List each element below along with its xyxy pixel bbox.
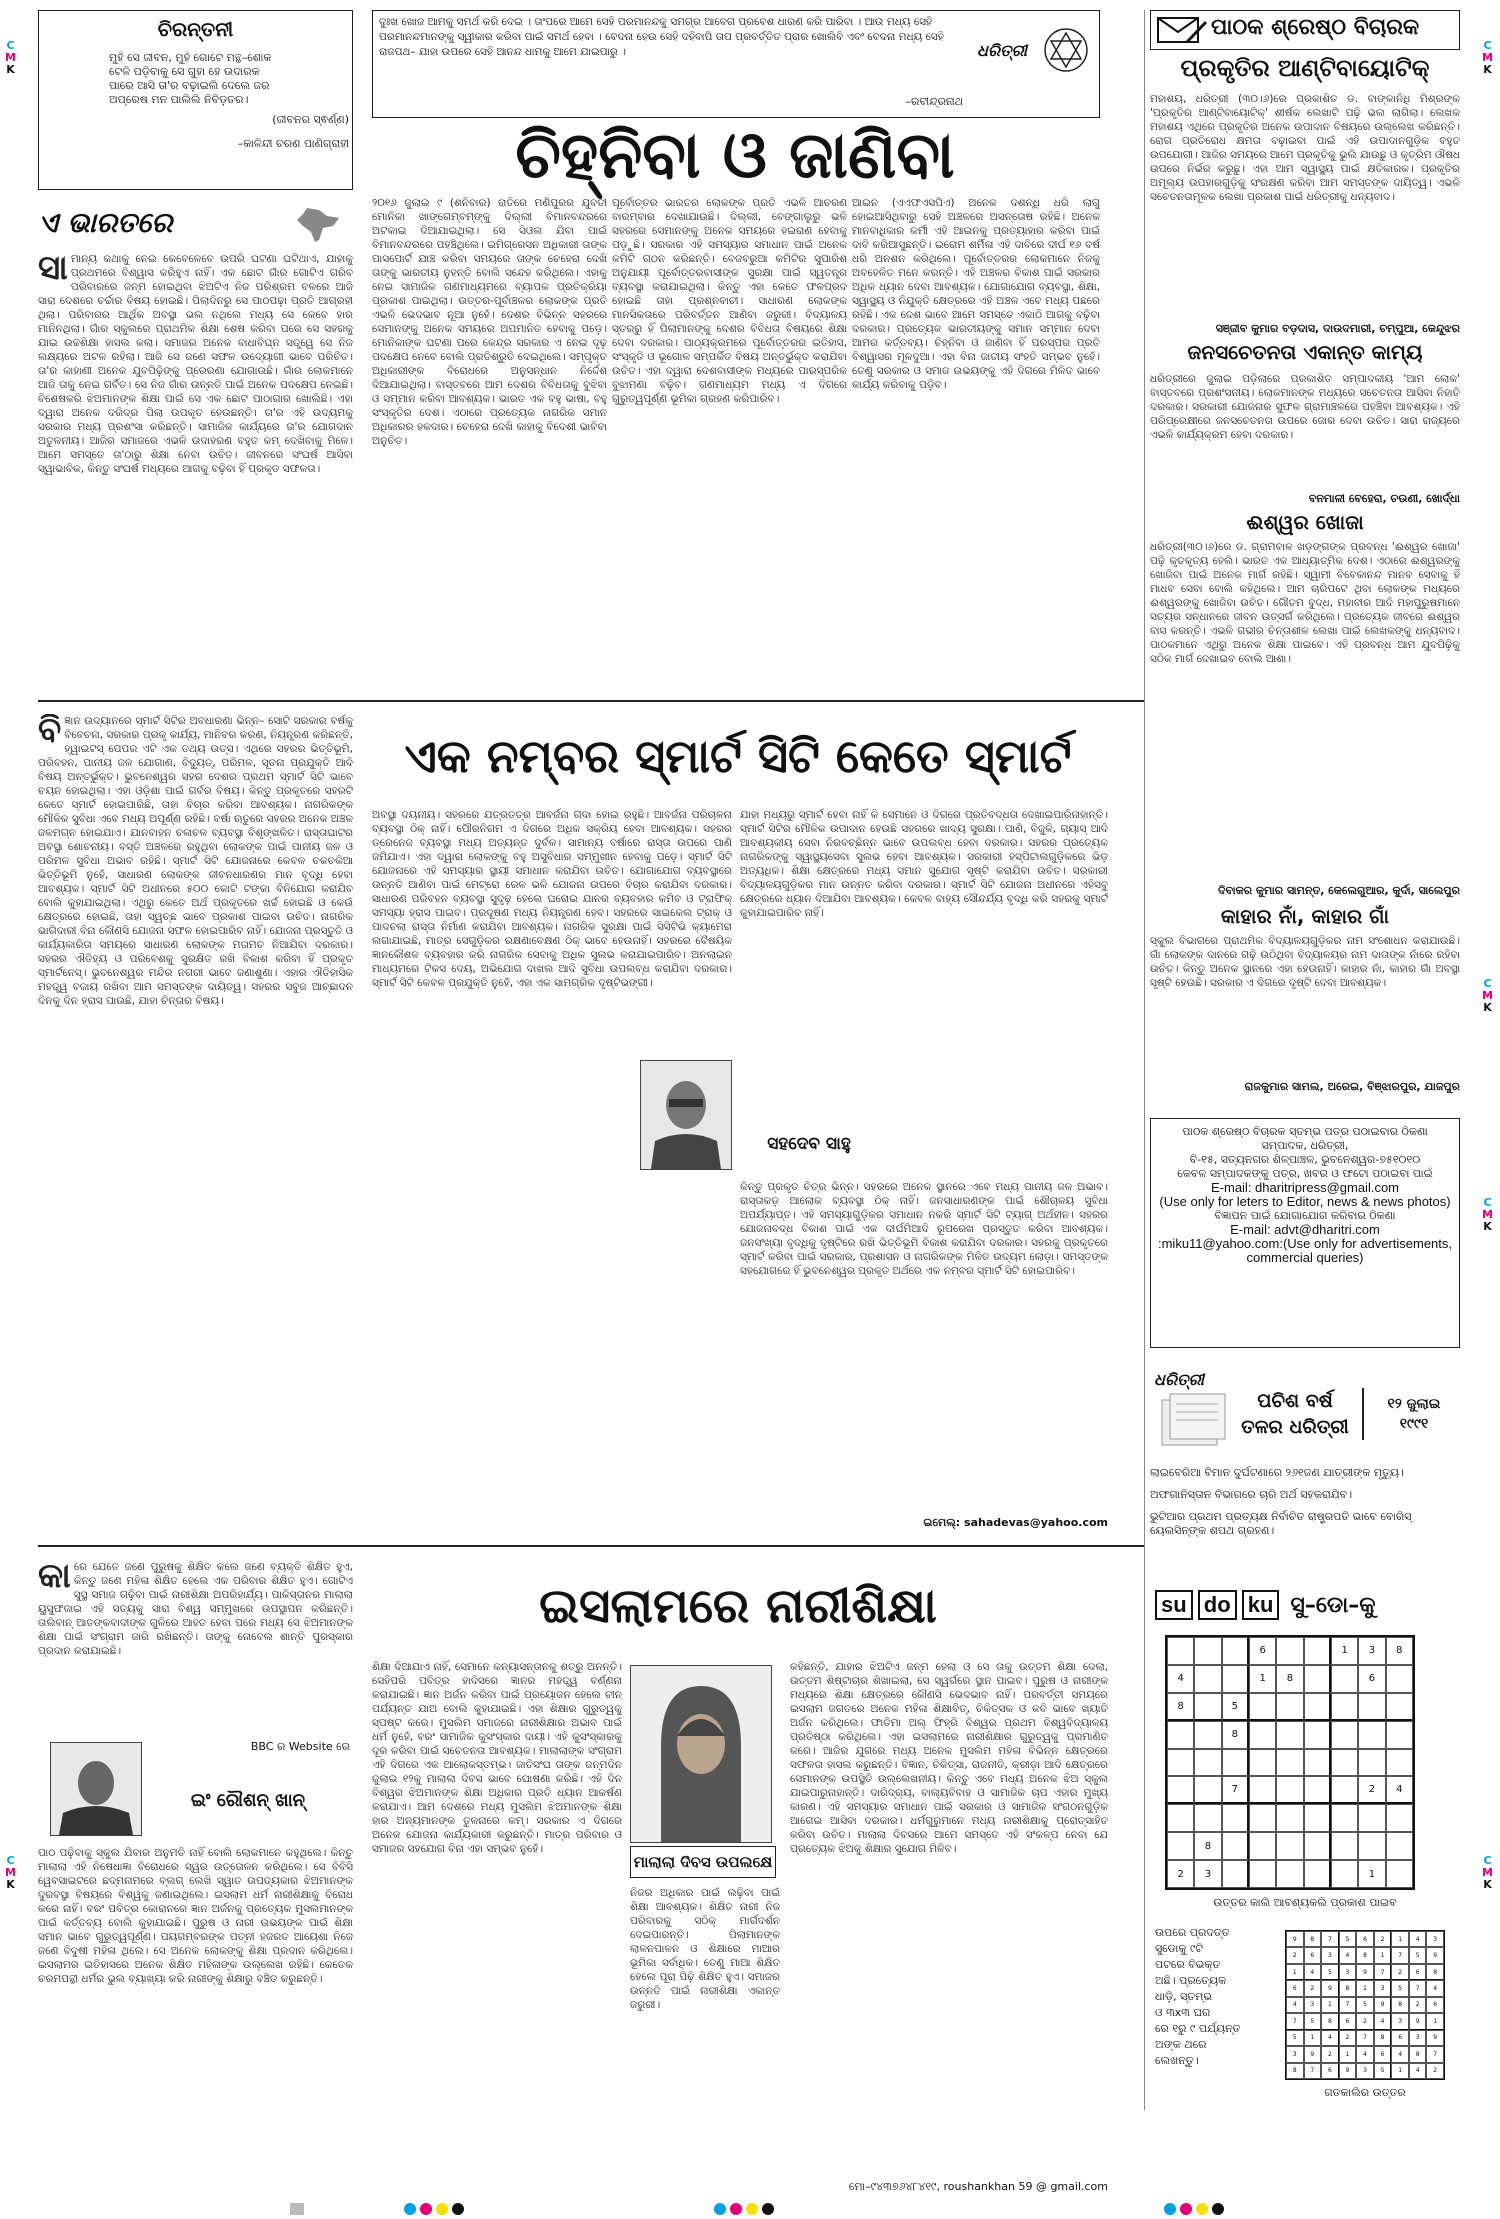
sudoku-cell[interactable] (1386, 1693, 1413, 1721)
solution-cell: 5 (1339, 1931, 1357, 1947)
solution-cell: 2 (1339, 2030, 1357, 2046)
solution-cell: 6 (1409, 1964, 1427, 1980)
solution-cell: 7 (1304, 2063, 1322, 2079)
registration-marker: C M K (1482, 39, 1493, 76)
solution-cell: 8 (1286, 2063, 1304, 2079)
solution-cell: 1 (1286, 1964, 1304, 1980)
article-body: କାରେ ଯେତେ ଜଣେ ପୁରୁଷକୁ ଶିକ୍ଷିତ କଲେ ଜଣେ ବ୍ୟକ୍ତି ଶିକ୍ଷିତ ହୁଏ, କିନ୍ତୁ ଜଣେ ମହିଳା ଶିକ୍ଷିତ ହେଲେ ଏକ ପରିବାର ଶିକ୍ଷିତ ହୁଏ। ଗୋଟିଏ ସୁସ୍ଥ ସମାଜ ଗଢ଼ିବା ପାଇଁ ନାରୀଶିକ୍ଷା ଅପରିହାର୍ଯ୍ୟ। ପାକିସ୍ତାନର ମାଲାଲା ୟୁସୁଫଜାଇ ଏହି ସତ୍ୟକୁ ସାରା ବିଶ୍ୱ ସମ୍ମୁଖରେ ଉପସ୍ଥାପନ କରିଛନ୍ତି। ତାଲିବାନ୍ ଆତଙ୍କବାଦୀଙ୍କ ଗୁଳିରେ ଆହତ ହେବା ପରେ ମଧ୍ୟ ସେ ଝିଅମାନଙ୍କ ଶିକ୍ଷା ପାଇଁ ସଂଗ୍ରାମ ଜାରି ରଖିଛନ୍ତି। ତାଙ୍କୁ ନୋବେଲ ଶାନ୍ତି ପୁରସ୍କାର ପ୍ରଦାନ କରାଯାଇଛି। (38, 1560, 353, 1657)
solution-cell: 8 (1304, 1931, 1322, 1947)
press-email[interactable]: E-mail: dharitripress@gmail.com (1210, 1180, 1400, 1195)
solution-cell: 7 (1339, 1997, 1357, 2013)
solution-cell: 6 (1356, 1931, 1374, 1947)
sudoku-cell[interactable] (1249, 1693, 1276, 1721)
solution-cell: 3 (1426, 1931, 1444, 1947)
sudoku-cell[interactable]: 6 (1358, 1665, 1385, 1693)
sudoku-cell[interactable] (1331, 1860, 1358, 1888)
dharitri-logo: ଧରିତ୍ରୀ (977, 41, 1027, 60)
sudoku-cell[interactable] (1276, 1637, 1303, 1665)
sudoku-grid[interactable] (1165, 1635, 1415, 1890)
sudoku-header: su do ku ସୁ–ଡୋ–କୁ (1155, 1590, 1460, 1626)
solution-cell: 8 (1409, 2046, 1427, 2062)
registration-marker: C M K (1482, 977, 1493, 1014)
solution-cell: 5 (1356, 1997, 1374, 2013)
solution-cell: 6 (1391, 2030, 1409, 2046)
sudoku-cell[interactable]: 1 (1249, 1665, 1276, 1693)
solution-cell: 1 (1356, 1980, 1374, 1996)
solution-cell: 5 (1321, 1964, 1339, 1980)
solution-cell: 4 (1286, 1997, 1304, 2013)
anniversary-logo: ଧରିତ୍ରୀ (1154, 1370, 1204, 1389)
solution-cell: 4 (1321, 2030, 1339, 2046)
sudoku-cell[interactable] (1222, 1860, 1249, 1888)
sudoku-cell[interactable] (1222, 1804, 1249, 1832)
sudoku-cell[interactable] (1358, 1721, 1385, 1749)
sudoku-solution-grid (1285, 1930, 1445, 2080)
list-item: ଲାଇବେରିଆ ବିମାନ ଦୁର୍ଘଟଣାରେ ୨୬୧ଜଣ ଯାତ୍ରୀଙ୍କ ମୃତ୍ୟୁ। (1150, 1466, 1404, 1479)
solution-cell: 2 (1356, 2013, 1374, 2029)
star-of-david-icon (1043, 27, 1089, 73)
solution-cell: 4 (1409, 2063, 1427, 2079)
sudoku-solution-label: ଗତକାଲିର ଉତ୍ତର (1324, 2086, 1406, 2099)
sudoku-cell[interactable] (1331, 1776, 1358, 1804)
letter-body: ସ୍କୁଲ ବିଭାଗରେ ପ୍ରାଥମିକ ବିଦ୍ୟାଳୟଗୁଡ଼ିକର ନାମ ସଂଶୋଧନ କରାଯାଉଛି। ଗାଁ ଲୋକଙ୍କ ଦାନରେ ଗଢ଼ି ଉଠିଥିବା ବିଦ୍ୟାଳୟର ନାମ ଦାତାଙ୍କ ନାଁରେ ରହିବା ଉଚିତ। କିନ୍ତୁ ଅନେକ ସ୍ଥାନରେ ଏହା ହେଉନାହିଁ। କାହାର ନାଁ, କାହାର ଗାଁ ଅବସ୍ଥା ସୃଷ୍ଟି ହେଉଛି। ସରକାର ଏ ଦିଗରେ ଦୃଷ୍ଟି ଦେବା ଆବଶ୍ୟକ। (1150, 935, 1460, 989)
sudoku-cell[interactable]: 6 (1249, 1637, 1276, 1665)
solution-cell: 2 (1304, 1980, 1322, 1996)
solution-cell: 2 (1321, 2046, 1339, 2062)
solution-cell: 3 (1286, 2046, 1304, 2062)
sudoku-cell[interactable] (1386, 1749, 1413, 1777)
sudoku-cell[interactable] (1358, 1804, 1385, 1832)
article-body: ୨୦୧୬ ଜୁଲାଇ ୯ (ଶନିବାର) ରାତିରେ ମଣିପୁରର ଯୁବତୀ ମୋନିକା ଖାଙ୍ଗେମ୍ବମ୍‌ଙ୍କୁ ଦିଲ୍ଲୀ ବିମାନବନ୍ଦରରେ ଅଟକାଇ ଦିଆଯାଇଥିଲା। ସେ ସିଓଲ ଯିବା ପାଇଁ ବିମାନବନ୍ଦରରେ ପହଞ୍ଚିଥିଲେ। ଇମିଗ୍ରେସନ ଅଧିକାରୀ ତାଙ୍କ ପାସପୋର୍ଟ ଯାଞ୍ଚ କରିବା ସମୟରେ ତାଙ୍କ ଚେହେରା ଦେଖି ତାଙ୍କୁ ଭାରତୀୟ ନୁହନ୍ତି ବୋଲି ସନ୍ଦେହ କରିଥିଲେ। ଏହାକୁ ନେଇ ସାମାଜିକ ଗଣମାଧ୍ୟମରେ ବ୍ୟାପକ ପ୍ରତିକ୍ରିୟା ପ୍ରକାଶ ପାଇଥିଲା। ଉତ୍ତର-ପୂର୍ବାଞ୍ଚଳର ଲୋକଙ୍କ ପ୍ରତି ଏଭଳି ଭେଦଭାବ ନୂଆ ନୁହେଁ। ଦେଶର ବିଭିନ୍ନ ସହରରେ ସେମାନଙ୍କୁ ଅନେକ ସମୟରେ ଅପମାନିତ ହେବାକୁ ପଡ଼େ। ମୋନିକାଙ୍କ ଘଟଣା ପରେ କେନ୍ଦ୍ର ସରକାର ଏ ନେଇ ଦୃଢ଼ ପଦକ୍ଷେପ ନେବେ ବୋଲି ପ୍ରତିଶ୍ରୁତି ଦେଇଥିଲେ। ସମ୍ପୃକ୍ତ ଅଧିକାରୀଙ୍କ ବିରୋଧରେ ଅନୁସନ୍ଧାନ ନିର୍ଦ୍ଦେଶ ଦିଆଯାଇଥିଲା। ବାସ୍ତବରେ ଆମ ଦେଶର ବିବିଧତାକୁ ବୁଝିବା ଓ ସମ୍ମାନ କରିବା ଆବଶ୍ୟକ। ଭାରତ ଏକ ବହୁ ଭାଷା, ବହୁ ସଂସ୍କୃତିର ଦେଶ। ଏଠାରେ ପ୍ରତ୍ୟେକ ନାଗରିକ ସମାନ ଅଧିକାରର ହକଦାର। ଚେହେରା ଦେଖି କାହାକୁ ବିଦେଶୀ ଭାବିବା ଅନୁଚିତ। (372, 197, 607, 447)
solution-cell: 6 (1374, 2046, 1392, 2062)
solution-cell: 4 (1339, 1947, 1357, 1963)
sudoku-cell[interactable] (1358, 1749, 1385, 1777)
sudoku-cell[interactable] (1167, 1637, 1194, 1665)
solution-cell: 4 (1426, 1980, 1444, 1996)
solution-cell: 2 (1391, 1964, 1409, 1980)
author-name: ଇଂ ରୌଶନ୍ ଖାନ୍ (190, 1790, 306, 1811)
article-body: ଅବସ୍ଥା ଦୟନୀୟ। ସହରରେ ଯତ୍ରତତ୍ର ଆବର୍ଜନା ଗଦା ହୋଇ ରହୁଛି। ଆବର୍ଜନା ପରିଚାଳନା ବ୍ୟବସ୍ଥା ଠିକ୍ ନାହିଁ। ପୌରନିଗମ ଏ ଦିଗରେ ଅଧିକ ସକ୍ରିୟ ହେବା ଆବଶ୍ୟକ। ସହରର ଡ୍ରେନେଜ ବ୍ୟବସ୍ଥା ମଧ୍ୟ ଅତ୍ୟନ୍ତ ଦୁର୍ବଳ। ସାମାନ୍ୟ ବର୍ଷାରେ ରାସ୍ତା ଉପରେ ପାଣି ଜମିଯାଏ। ଏହା ଦ୍ୱାରା ଲୋକଙ୍କୁ ବହୁ ଅସୁବିଧାର ସମ୍ମୁଖୀନ ହେବାକୁ ପଡ଼େ। ସ୍ମାର୍ଟ ସିଟି ଯୋଜନାରେ ଏହି ସମସ୍ୟାର ସ୍ଥାୟୀ ସମାଧାନ କରାଯିବା ଉଚିତ। ଯୋଗାଯୋଗ ବ୍ୟବସ୍ଥାରେ ଉନ୍ନତି ଆଣିବା ପାଇଁ ମେଟ୍ରୋ ରେଳ ଭଳି ଯୋଜନା ଉପରେ ବିଚାର କରାଯିବା ଦରକାର। ସାଧାରଣ ପରିବହନ ବ୍ୟବସ୍ଥା ସୁଦୃଢ଼ ହେଲେ ଘରୋଇ ଯାନର ବ୍ୟବହାର କମିବ ଓ ଟ୍ରାଫିକ୍ ସମସ୍ୟା ହ୍ରାସ ପାଇବ। ପ୍ରଦୂଷଣ ମଧ୍ୟ ନିୟନ୍ତ୍ରଣ ହେବ। ସହରରେ ସାଇକେଲ ଟ୍ରାକ୍ ଓ ପାଦଚଲା ରାସ୍ତା ନିର୍ମାଣ କରାଯିବା ଆବଶ୍ୟକ। ନାଗରିକ ସୁରକ୍ଷା ପାଇଁ ସିସିଟିଭି କ୍ୟାମେରା ଲଗାଯାଇଛି, ମାତ୍ର ସେଗୁଡ଼ିକର ରକ୍ଷଣାବେକ୍ଷଣ ଠିକ୍ ଭାବେ ହେଉନାହିଁ। ସହରରେ ବୈଷୟିକ ଜ୍ଞାନକୌଶଳ ବ୍ୟବହାର କରି ନାଗରିକ ସେବାକୁ ଅଧିକ ସୁଲଭ କରାଯାଇପାରିବ। ଅନଲାଇନ ମାଧ୍ୟମରେ ଟିକସ ଦେୟ, ଅଭିଯୋଗ ଦାଖଲ ଆଦି ସୁବିଧା ଉପଲବ୍ଧ କରାଯିବା ଦରକାର। ସ୍ମାର୍ଟ ସିଟି କେବଳ ପ୍ରଯୁକ୍ତି ନୁହେଁ, ଏହା ଏକ ସାମଗ୍ରିକ ଦୃଷ୍ଟିଭଙ୍ଗୀ। (372, 809, 732, 989)
sudoku-cell[interactable] (1386, 1860, 1413, 1888)
solution-cell: 5 (1391, 1980, 1409, 1996)
solution-cell: 9 (1304, 2046, 1322, 2062)
sudoku-cell[interactable]: 8 (1386, 1637, 1413, 1665)
ebhaaratare-title: ଏ ଭାରତରେ (38, 206, 173, 239)
solution-cell: 7 (1286, 2013, 1304, 2029)
letter-title: କାହାର ନାଁ, କାହାର ଗାଁ (1220, 904, 1390, 928)
sudoku-cell[interactable] (1249, 1804, 1276, 1832)
list-item: ଅଫଗାନିସ୍ତାନ ବିଭାଗରେ ଚାରି ଅର୍ଥ ସହକରାଯିବ। (1150, 1488, 1353, 1501)
solution-cell: 1 (1391, 1931, 1409, 1947)
solution-cell: 8 (1391, 1997, 1409, 2013)
author-name: ସହଦେବ ସାହୁ (767, 1134, 851, 1154)
advt-email[interactable]: E-mail: advt@dharitri.com (1230, 1222, 1380, 1237)
article-body: ଯାହା ମଧ୍ୟରୁ ସ୍ମାର୍ଟ ହେବା ନାହିଁ କି ସେମାନେ ଓ ଦିଗରେ ପ୍ରତିବଦ୍ଧତା ଦେଖାଇପାରିନାହାନ୍ତି। ସ୍ମାର୍ଟ ସିଟିର ମୌଳିକ ଉପାଦାନ ହେଉଛି ସହରରେ ଖାଦ୍ୟ ସୁରକ୍ଷା। ପାଣି, ବିଜୁଳି, ଗ୍ୟାସ୍ ଆଦି ଆବଶ୍ୟକୀୟ ସେବା ନିରବଚ୍ଛିନ୍ନ ଭାବେ ଉପଲବ୍ଧ ହେବା ଦରକାର। ସହରର ପ୍ରତ୍ୟେକ ନାଗରିକଙ୍କୁ ସ୍ୱାସ୍ଥ୍ୟସେବା ସୁଲଭ ହେବା ଆବଶ୍ୟକ। ସରକାରୀ ହସ୍ପିଟାଲଗୁଡ଼ିକରେ ଭିଡ଼ ଅତ୍ୟଧିକ। ଶିକ୍ଷା କ୍ଷେତ୍ରରେ ମଧ୍ୟ ସମାନ ସୁଯୋଗ ସୃଷ୍ଟି କରାଯିବା ଉଚିତ। ସରକାରୀ ବିଦ୍ୟାଳୟଗୁଡ଼ିକର ମାନ ଉନ୍ନତ କରିବା ଦରକାର। ସ୍ମାର୍ଟ ସିଟି ଯୋଜନା ଅଧୀନରେ ଏହିସବୁ କ୍ଷେତ୍ରରେ ଧ୍ୟାନ ଦିଆଯିବା ଆବଶ୍ୟକ। କେବଳ ବାହ୍ୟ ସୌନ୍ଦର୍ଯ୍ୟ ବୃଦ୍ଧି କରି ସହରକୁ ସ୍ମାର୍ଟ କୁହାଯାଇପାରିବ ନାହିଁ। (740, 809, 1108, 919)
solution-cell: 7 (1374, 1964, 1392, 1980)
sudoku-cell[interactable] (1276, 1693, 1303, 1721)
sudoku-cell[interactable]: 8 (1167, 1693, 1194, 1721)
sudoku-cell[interactable] (1194, 1693, 1221, 1721)
sudoku-cell[interactable]: 3 (1358, 1637, 1385, 1665)
solution-cell: 7 (1426, 2046, 1444, 2062)
sudoku-cell[interactable] (1358, 1693, 1385, 1721)
chirantani-title: ଚିରନ୍ତନୀ (157, 17, 234, 41)
sudoku-cell[interactable] (1194, 1721, 1221, 1749)
solution-cell: 8 (1374, 2030, 1392, 2046)
sudoku-cell[interactable]: 1 (1331, 1637, 1358, 1665)
article-body: ନିଜର ଅଧିକାର ପାଇଁ ଲଢ଼ିବା ପାଇଁ ଶିକ୍ଷା ଆବଶ୍ୟକ। ଶିକ୍ଷିତ ନାରୀ ନିଜ ପରିବାରକୁ ସଠିକ୍ ମାର୍ଗଦର୍ଶନ ଦେଇପାରନ୍ତି। ପିଲାମାନଙ୍କ ଲାଳନପାଳନ ଓ ଶିକ୍ଷାରେ ମାଆର ଭୂମିକା ସର୍ବାଧିକ। ତେଣୁ ମାଆ ଶିକ୍ଷିତ ହେଲେ ପୂରା ପିଢ଼ି ଶିକ୍ଷିତ ହୁଏ। ସମାଜର ଉନ୍ନତି ପାଇଁ ନାରୀଶିକ୍ଷା ଏକାନ୍ତ ଜରୁରୀ। (630, 1887, 780, 2011)
divider (38, 700, 1145, 702)
solution-cell: 5 (1374, 2063, 1392, 2079)
anniversary-box (1150, 1370, 1460, 1460)
solution-cell: 5 (1409, 1947, 1427, 1963)
registration-marker: C M K (5, 39, 16, 76)
sudoku-cell[interactable] (1276, 1721, 1303, 1749)
article-body: ଶିକ୍ଷା ଦିଆଯାଏ ନାହିଁ, ସେମାନେ କନ୍ୟାସନ୍ତାନକୁ ଶତ୍ରୁ ଅନନ୍ତି। ସେହିପରି ପବିତ୍ର ହାଦିସରେ ଜ୍ଞାନର ମହତ୍ତ୍ୱ ବର୍ଣ୍ଣନା କରାଯାଇଛି। ଜ୍ଞାନ ଅର୍ଜନ କରିବା ପାଇଁ ପ୍ରୟୋଜନ ହେଲେ ଚୀନ୍ ପର୍ଯ୍ୟନ୍ତ ଯାଅ ବୋଲି କୁହାଯାଇଛି। ଏହା ଶିକ୍ଷାର ଗୁରୁତ୍ୱକୁ ସ୍ପଷ୍ଟ କରେ। ମୁସଲିମ ସମାଜରେ ନାରୀଶିକ୍ଷାର ଅଭାବ ପାଇଁ ଧର୍ମ ନୁହେଁ, ବରଂ ସାମାଜିକ କୁସଂସ୍କାର ଦାୟୀ। ଏହି କୁସଂସ୍କାରକୁ ଦୂର କରିବା ପାଇଁ ସଚେତନତା ଆବଶ୍ୟକ। ମାଲାଲାଙ୍କ ସଂଗ୍ରାମ ଏହି ଦିଗରେ ଏକ ଆଲୋକସ୍ତମ୍ଭ। ଜାତିସଂଘ ତାଙ୍କ ଜନ୍ମଦିନ ଜୁଲାଇ ୧୨କୁ ମାଲାଲା ଦିବସ ଭାବେ ଘୋଷଣା କରିଛି। ଏହି ଦିନ ବିଶ୍ୱର ଝିଅମାନଙ୍କ ଶିକ୍ଷା ଅଧିକାର ପ୍ରତି ଧ୍ୟାନ ଆକର୍ଷଣ କରାଯାଏ। ଆମ ଦେଶରେ ମଧ୍ୟ ମୁସଲିମ ଝିଅମାନଙ୍କ ଶିକ୍ଷା ହାର ଅନ୍ୟମାନଙ୍କ ତୁଳନାରେ କମ୍। ସରକାର ଏ ଦିଗରେ ଅନେକ ଯୋଜନା କାର୍ଯ୍ୟକାରୀ କରୁଛନ୍ତି। ମାତ୍ର ପରିବାର ଓ ସମାଜର ସହଯୋଗ ବିନା ଏହା ସମ୍ଭବ ନୁହେଁ। (372, 1661, 622, 1855)
sudoku-cell[interactable] (1331, 1693, 1358, 1721)
sudoku-cell[interactable] (1249, 1832, 1276, 1860)
author-contact: ମୋ–୯୪୩୭୬୪୮୪୧୯, roushankhan 59 @ gmail.com (848, 2180, 1108, 2193)
sudoku-cell[interactable]: 8 (1222, 1721, 1249, 1749)
sudoku-cell[interactable] (1386, 1804, 1413, 1832)
divider (1144, 10, 1145, 2110)
letter-body: ଧରିତ୍ରୀରେ ଜୁଲାଇ ପଡ଼ିଲାରେ ପ୍ରକାଶିତ ସମ୍ପାଦକୀୟ 'ଆମ ଲୋକ' ବାସ୍ତବରେ ପ୍ରଶଂସନୀୟ। ଲୋକମାନଙ୍କ ମଧ୍ୟରେ ସଚେତନତା ଆସିବା ନିହାତି ଦରକାର। ସରକାରୀ ଯୋଜନାର ସୁଫଳ ଗ୍ରାମାଞ୍ଚଳରେ ପହଞ୍ଚିବା ଆବଶ୍ୟକ। ଏହି ପରିପ୍ରେକ୍ଷୀରେ ଜନସଚେତନତା ଉପରେ ଜୋର ଦେବା ଉଚିତ। ସାରା ରାଜ୍ୟରେ ଏଭଳି କାର୍ଯ୍ୟକ୍ରମ ହେବା ଦରକାର। (1150, 373, 1460, 441)
solution-cell: 1 (1304, 2030, 1322, 2046)
solution-cell: 2 (1286, 1947, 1304, 1963)
sudoku-cell[interactable] (1249, 1776, 1276, 1804)
sudoku-cell[interactable] (1167, 1721, 1194, 1749)
solution-cell: 9 (1286, 1931, 1304, 1947)
sudoku-cell[interactable]: 5 (1222, 1693, 1249, 1721)
sudoku-cell[interactable] (1331, 1749, 1358, 1777)
sudoku-cell[interactable]: 2 (1167, 1860, 1194, 1888)
solution-cell: 8 (1426, 1964, 1444, 1980)
solution-cell: 8 (1356, 1947, 1374, 1963)
article-body: କିନ୍ତୁ ପ୍ରକୃତ ଚିତ୍ର ଭିନ୍ନ। ସହରରେ ଅନେକ ସ୍ଥାନରେ ଏବେ ମଧ୍ୟ ପାନୀୟ ଜଳ ଅଭାବ। ରାସ୍ତାକଡ଼ ଆଲୋକ ବ୍ୟବସ୍ଥା ଠିକ୍ ନାହିଁ। ଜନସାଧାରଣଙ୍କ ପାଇଁ ଶୌଚାଳୟ ସୁବିଧା ଅପର୍ଯ୍ୟାପ୍ତ। ଏହି ସମସ୍ୟାଗୁଡ଼ିକର ସମାଧାନ ନକରି ସ୍ମାର୍ଟ ସିଟି ଟ୍ୟାଗ୍ ଅର୍ଥହୀନ। ସହରର ଯୋଜନାବଦ୍ଧ ବିକାଶ ପାଇଁ ଏକ ଦୀର୍ଘମିଆଦି ରୂପରେଖ ପ୍ରସ୍ତୁତ କରିବା ଆବଶ୍ୟକ। ଜନସଂଖ୍ୟା ବୃଦ୍ଧିକୁ ଦୃଷ୍ଟିରେ ରଖି ଭିତ୍ତିଭୂମି ବିକାଶ କରାଯିବା ଦରକାର। ସହରକୁ ପ୍ରକୃତରେ ସ୍ମାର୍ଟ କରିବା ପାଇଁ ସରକାର, ପ୍ରଶାସନ ଓ ନାଗରିକଙ୍କ ମିଳିତ ଉଦ୍ୟମ ଲୋଡ଼ା। ସମସ୍ତଙ୍କ ସହଯୋଗରେ ହିଁ ଭୁବନେଶ୍ୱର ପ୍ରକୃତ ଅର୍ଥରେ ଏକ ନମ୍ବର ସ୍ମାର୍ଟ ସିଟି ହୋଇପାରିବ। (740, 1181, 1108, 1277)
solution-cell: 9 (1426, 1947, 1444, 1963)
solution-cell: 2 (1374, 1931, 1392, 1947)
registration-marker: C M K (1482, 1196, 1493, 1233)
sudoku-cell[interactable] (1222, 1665, 1249, 1693)
solution-cell: 3 (1321, 1947, 1339, 1963)
sudoku-cell[interactable]: 4 (1167, 1665, 1194, 1693)
sudoku-cell[interactable] (1331, 1832, 1358, 1860)
poem-source: (ଜୀବନର ସ୍ଵର୍ଣ୍ଣ) (272, 113, 349, 126)
solution-cell: 6 (1339, 2013, 1357, 2029)
solution-cell: 7 (1321, 1931, 1339, 1947)
solution-cell: 3 (1391, 2013, 1409, 2029)
solution-cell: 9 (1409, 2013, 1427, 2029)
sudoku-cell[interactable] (1304, 1637, 1331, 1665)
letter-title: ଈଶ୍ୱର ଖୋଜା (1246, 510, 1364, 534)
solution-cell: 4 (1409, 1931, 1427, 1947)
solution-cell: 1 (1374, 1947, 1392, 1963)
india-map-icon (293, 206, 343, 244)
sudoku-cell[interactable]: 7 (1222, 1776, 1249, 1804)
letter-signature: ବନମାଳୀ ବେହେରା, ଚଉଣୀ, ଖୋର୍ଦ୍ଧା (1308, 492, 1460, 505)
quote-box (372, 10, 1100, 118)
smart-city-title: ଏକ ନମ୍ବର ସ୍ମାର୍ଟ ସିଟି କେତେ ସ୍ମାର୍ଟ (404, 729, 1072, 783)
sudoku-cell[interactable] (1304, 1721, 1331, 1749)
solution-cell: 3 (1409, 2030, 1427, 2046)
solution-cell: 5 (1286, 2030, 1304, 2046)
sudoku-cell[interactable] (1304, 1776, 1331, 1804)
sudoku-cell[interactable]: 8 (1194, 1832, 1221, 1860)
envelope-icon (1157, 16, 1207, 44)
solution-cell: 4 (1304, 1964, 1322, 1980)
anniversary-title: ପଚିଶ ବର୍ଷ ତଳର ଧରିତ୍ରୀ (1241, 1390, 1349, 1438)
solution-cell: 1 (1321, 1997, 1339, 2013)
solution-cell: 9 (1321, 1980, 1339, 1996)
ebhaaratare-header (38, 206, 353, 246)
sudoku-cell[interactable] (1276, 1804, 1303, 1832)
sudoku-cell[interactable] (1249, 1749, 1276, 1777)
malala-photo (630, 1665, 772, 1843)
sudoku-cell[interactable]: 1 (1358, 1860, 1385, 1888)
article-body: ପୂର୍ବୋତ୍ତର ଭାରତର ଲୋକଙ୍କ ପ୍ରତି ଏଭଳି ଆଚରଣ ବାରମ୍ବାର ଦେଖାଯାଉଛି। ଦିଲ୍ଲୀ, ବେଙ୍ଗାଲୁରୁ ଭଳି ସହରରେ ସେମାନଙ୍କୁ ଅନେକ ସମୟରେ ହଇରାଣ ହେବାକୁ ପଡ଼ୁଛି। ସରକାର ଏହି ସମସ୍ୟାର ସମାଧାନ ପାଇଁ ଅନେକ କମିଟି ଗଠନ କରିଛନ୍ତି। ବେଜବରୁଆ କମିଟିର ସୁପାରିଶ ଅନୁଯାୟୀ ପୂର୍ବୋତ୍ତରବାସୀଙ୍କ ସୁରକ୍ଷା ପାଇଁ ସ୍ୱତନ୍ତ୍ର ବ୍ୟବସ୍ଥା କରାଯାଇଥିଲା। କିନ୍ତୁ ଏହା କେତେ ଫଳପ୍ରଦ ହୋଇଛି ତାହା ପ୍ରଶ୍ନବାଚୀ। ସାଧାରଣ ଲୋକଙ୍କ ମାନସିକତାରେ ପରିବର୍ତ୍ତନ ଆଣିବା ଜରୁରୀ। ବିଦ୍ୟାଳୟ ସ୍ତରରୁ ହିଁ ପିଲାମାନଙ୍କୁ ଦେଶର ବିବିଧତା ବିଷୟରେ ଶିକ୍ଷା ଦେବା ଦରକାର। ପାଠ୍ୟକ୍ରମରେ ପୂର୍ବୋତ୍ତରର ଇତିହାସ, ସଂସ୍କୃତି ଓ ଭୂଗୋଳ ସମ୍ପର୍କିତ ବିଷୟ ଅନ୍ତର୍ଭୁକ୍ତ କରାଯିବା ଉଚିତ। ଏହା ଦ୍ୱାରା ଦେଶବାସୀଙ୍କ ମଧ୍ୟରେ ପାରସ୍ପରିକ ବୁଝାମଣା ବଢ଼ିବ। ଗଣମାଧ୍ୟମ ମଧ୍ୟ ଏ ଦିଗରେ ଗୁରୁତ୍ୱପୂର୍ଣ୍ଣ ଭୂମିକା ଗ୍ରହଣ କରିପାରିବ। (612, 197, 847, 405)
registration-marker: C M K (1482, 1854, 1493, 1891)
sudoku-cell[interactable]: 4 (1386, 1776, 1413, 1804)
solution-cell: 9 (1339, 2063, 1357, 2079)
divider (38, 1545, 1145, 1547)
poem-author: –କାଳିନ୍ଦୀ ଚରଣ ପାଣିଗ୍ରାହୀ (237, 137, 349, 150)
sudoku-cell[interactable] (1167, 1804, 1194, 1832)
article-body: ପାଠ ପଢ଼ିବାକୁ ସ୍କୁଲ ଯିବାର ଅନୁମତି ନାହିଁ ବୋଲି ଲୋକମାନେ କହୁଥିଲେ। କିନ୍ତୁ ମାଲାଲା ଏହି ନିଷେଧାଜ୍ଞା ବିରୋଧରେ ସ୍ୱର ଉତ୍ତୋଳନ କରିଥିଲେ। ସେ ବିବିସି ୱେବସାଇଟରେ ଛଦ୍ମନାମରେ ବ୍ଲଗ୍ ଲେଖି ସ୍ୱାତ ଉପତ୍ୟକାର ଝିଅମାନଙ୍କ ଦୁରବସ୍ଥା ବିଷୟରେ ବିଶ୍ୱକୁ ଜଣାଇଥିଲେ। ଇସଲାମ ଧର୍ମ ନାରୀଶିକ୍ଷାକୁ ବିରୋଧ କରେ ନାହିଁ। ବରଂ ପବିତ୍ର କୋରାନରେ ଜ୍ଞାନ ଅର୍ଜନକୁ ପ୍ରତ୍ୟେକ ମୁସଲମାନଙ୍କ ପାଇଁ କର୍ତ୍ତବ୍ୟ ବୋଲି କୁହାଯାଇଛି। ପୁରୁଷ ଓ ନାରୀ ଉଭୟଙ୍କ ପାଇଁ ଶିକ୍ଷା ସମାନ ଭାବେ ଗୁରୁତ୍ୱପୂର୍ଣ୍ଣ। ପୟଗମ୍ବରଙ୍କ ପତ୍ନୀ ହଜରତ ଆୟେଶା ନିଜେ ଜଣେ ବିଦୁଷୀ ମହିଳା ଥିଲେ। ସେ ଅନେକ ଲୋକଙ୍କୁ ଶିକ୍ଷା ପ୍ରଦାନ କରିଥିଲେ। ଇସଲାମର ଇତିହାସରେ ଅନେକ ଶିକ୍ଷିତ ମହିଳାଙ୍କ ଉଲ୍ଲେଖ ରହିଛି। କେତେକ ଚରମପନ୍ଥୀ ଧର୍ମର ଭୁଲ ବ୍ୟାଖ୍ୟା କରି ନାରୀଙ୍କୁ ଶିକ୍ଷାରୁ ବଞ୍ଚିତ କରୁଛନ୍ତି। (38, 1847, 353, 1985)
solution-cell: 8 (1339, 1980, 1357, 1996)
solution-cell: 1 (1391, 2063, 1409, 2079)
sudoku-cell[interactable] (1358, 1832, 1385, 1860)
sudoku-cell[interactable] (1331, 1804, 1358, 1832)
letter-signature: ସଞ୍ଜୀବ କୁମାର ବଡ଼ଦାସ, ଦାଉଦମାରୀ, ଚମ୍ପୁଆ, କେନ୍ଦୁଝର (1215, 322, 1460, 335)
sudoku-cell[interactable] (1194, 1665, 1221, 1693)
sudoku-cell[interactable] (1331, 1721, 1358, 1749)
article-body: ବିଜ୍ଞାନ ଉଦ୍ୟାନରେ ସ୍ମାର୍ଟ ସିଟିର ଅବଧାରଣା ଭିନ୍ନ– ସୋଟି ସରକାର ବର୍ଷକୁ ବିବେଚନା, ସରକାର ପ୍ରକୃ କାର୍ଯ୍ୟ, ମାନିବର କରଣ, ନିୟନ୍ତ୍ରଣ କରିଛନ୍ତି, ହ୍ୱାଇଟସ୍ ପେପର ଏଟି ଏକ ତଥ୍ୟ ଉତ୍ସ। ଏଥିରେ ସହରର ଭିତ୍ତିଭୂମି, ପରିବହନ, ପାନୀୟ ଜଳ ଯୋଗାଣ, ବିଦ୍ୟୁତ୍, ପରିମଳ, ସୂଚନା ପ୍ରଯୁକ୍ତି ଆଦି ବିଷୟ ଅନ୍ତର୍ଭୁକ୍ତ। ଭୁବନେଶ୍ୱର ସହର ଦେଶର ପ୍ରଥମ ସ୍ମାର୍ଟ ସିଟି ଭାବେ ଚୟନ ହୋଇଥିଲା। ଏହା ଓଡ଼ିଶା ପାଇଁ ଗର୍ବର ବିଷୟ। କିନ୍ତୁ ପ୍ରକୃତରେ ସହରଟି କେତେ ସ୍ମାର୍ଟ ହୋଇପାରିଛି, ତାହା ବିଚାର କରିବା ଆବଶ୍ୟକ। ନାଗରିକଙ୍କ ମୌଳିକ ସୁବିଧା ଏବେ ମଧ୍ୟ ଅପୂର୍ଣ୍ଣ ରହିଛି। ବର୍ଷା ଋତୁରେ ସହରର ଅନେକ ଅଞ୍ଚଳ ଜଳମଗ୍ନ ହୋଇଯାଏ। ଯାନବାହନ ଚଳାଚଳ ବ୍ୟବସ୍ଥା ବିଶୃଙ୍ଖଳିତ। ରାସ୍ତାଘାଟର ଅବସ୍ଥା ଶୋଚନୀୟ। ବସ୍ତି ଅଞ୍ଚଳରେ ରହୁଥିବା ଲୋକଙ୍କ ପାଇଁ ପାନୀୟ ଜଳ ଓ ପରିମଳ ସୁବିଧା ଅଭାବ ରହିଛି। ସ୍ମାର୍ଟ ସିଟି ଯୋଜନାରେ କେବଳ ଚକଚକିଆ ଭିତ୍ତିଭୂମି ନୁହେଁ, ସାଧାରଣ ଲୋକଙ୍କ ଜୀବନଧାରଣର ମାନ ବୃଦ୍ଧି ହେବା ଆବଶ୍ୟକ। ସ୍ମାର୍ଟ ସିଟି ଅଧୀନରେ ୫୦୦ କୋଟି ଟଙ୍କା ବିନିଯୋଗ କରାଯିବ ବୋଲି କୁହାଯାଇଥିଲା। ଏଥିରୁ କେତେ ଅର୍ଥ ପ୍ରକୃତରେ ଖର୍ଚ୍ଚ ହୋଇଛି ଓ କେଉଁ କ୍ଷେତ୍ରରେ ହୋଇଛି, ତାହା ସ୍ୱଚ୍ଛ ଭାବେ ପ୍ରକାଶ ପାଇବା ଉଚିତ। ନାଗରିକ ଭାଗିଦାରୀ ବିନା କୌଣସି ଯୋଜନା ସଫଳ ହୋଇପାରିବ ନାହିଁ। ଯୋଜନା ପ୍ରସ୍ତୁତି ଓ କାର୍ଯ୍ୟକାରିତା ସମୟରେ ସାଧାରଣ ଲୋକଙ୍କ ମତାମତ ନିଆଯିବା ଦରକାର। ସହରର ଐତିହ୍ୟ ଓ ପରିବେଶକୁ ସୁରକ୍ଷିତ ରଖି ବିକାଶ କରିବା ହିଁ ପ୍ରକୃତ ସ୍ମାର୍ଟନେସ୍। ଭୁବନେଶ୍ୱର ମନ୍ଦିର ନଗରୀ ଭାବେ ଜଣାଶୁଣା। ଏହାର ଐତିହାସିକ ମହତ୍ତ୍ୱ ବଜାୟ ରଖିବା ଆମ ସମସ୍ତଙ୍କ ଦାୟିତ୍ୱ। ସହରର ସବୁଜ ଆଚ୍ଛାଦନ ଦିନକୁ ଦିନ ହ୍ରାସ ପାଉଛି, ଯାହା ଚିନ୍ତାର ବିଷୟ। (38, 714, 353, 1007)
solution-cell: 3 (1356, 2063, 1374, 2079)
sudoku-cell[interactable] (1249, 1860, 1276, 1888)
solution-cell: 6 (1321, 2063, 1339, 2079)
newspaper-stack-icon (1160, 1390, 1230, 1450)
sudoku-cell[interactable] (1386, 1665, 1413, 1693)
reader-header-label: ପାଠକ ଶ୍ରେଷ୍ଠ ବିଚାରକ (1211, 15, 1420, 40)
sudoku-cell[interactable] (1331, 1665, 1358, 1693)
sudoku-cell[interactable] (1276, 1860, 1303, 1888)
letter-title: ଜନସଚେତନତା ଏକାନ୍ତ କାମ୍ୟ (1187, 340, 1423, 364)
solution-cell: 6 (1304, 1947, 1322, 1963)
sudoku-cell[interactable] (1276, 1749, 1303, 1777)
sudoku-cell[interactable] (1167, 1776, 1194, 1804)
solution-cell: 7 (1409, 1980, 1427, 1996)
solution-cell: 2 (1409, 1997, 1427, 2013)
letter-title: ପ୍ରକୃତିର ଆଣ୍ଟିବାୟୋଟିକ୍ (1180, 54, 1430, 82)
sudoku-cell[interactable] (1222, 1637, 1249, 1665)
sudoku-cell[interactable] (1167, 1749, 1194, 1777)
solution-cell: 9 (1426, 2030, 1444, 2046)
sudoku-cell[interactable] (1167, 1832, 1194, 1860)
anniversary-items (1150, 1466, 1460, 1538)
solution-cell: 9 (1356, 1964, 1374, 1980)
sudoku-cell[interactable] (1194, 1749, 1221, 1777)
author-photo (50, 1742, 142, 1836)
ebhaaratare-body: ସାମାନ୍ୟ କଥାକୁ ନେଇ କେବେଳେବେ ଉପରି ଘଟଣା ଘଟିଥାଏ, ଯାହାକୁ ପ୍ରଥମରେ ବିଶ୍ୱାସ କରିହୁଏ ନାହିଁ। ଏକ ଛୋଟ ଗାଁର ଗୋଟିଏ ଗରିବ ପରିବାରରେ ଜନ୍ମ ହୋଇଥିବା ଝିଅଟିଏ ନିଜ ପରିଶ୍ରମ ବଳରେ ଆଜି ସାରା ଦେଶରେ ଚର୍ଚ୍ଚାର ବିଷୟ ହୋଇଛି। ପିଲାଦିନରୁ ସେ ପାଠପଢ଼ା ପ୍ରତି ଆଗ୍ରହୀ ଥିଲା। ପରିବାରର ଆର୍ଥିକ ଅବସ୍ଥା ଭଲ ନଥିଲେ ମଧ୍ୟ ସେ କେବେ ହାର ମାନିନଥିଲା। ଗାଁର ସ୍କୁଲରେ ପ୍ରାଥମିକ ଶିକ୍ଷା ଶେଷ କରିବା ପରେ ସେ ସହରକୁ ଯାଇ ଉଚ୍ଚଶିକ୍ଷା ହାସଲ କଲା। ସମାଜର ଅନେକ ବାଧାବିଘ୍ନ ସତ୍ତ୍ୱେ ସେ ନିଜ ଲକ୍ଷ୍ୟରେ ଅଟଳ ରହିଲା। ଆଜି ସେ ଜଣେ ସଫଳ ଉଦ୍ୟୋଗୀ ଭାବେ ପରିଚିତ। ତା'ର କାହାଣୀ ଅନେକ ଯୁବପିଢ଼ିଙ୍କୁ ପ୍ରେରଣା ଯୋଗାଉଛି। ଗାଁର ଲୋକମାନେ ଆଜି ତାକୁ ନେଇ ଗର୍ବିତ। ସେ ନିଜ ଗାଁର ଉନ୍ନତି ପାଇଁ ଅନେକ ପଦକ୍ଷେପ ନେଇଛି। ବିଶେଷକରି ଝିଅମାନଙ୍କ ଶିକ୍ଷା ପାଇଁ ସେ ଏକ ଛୋଟ ପାଠାଗାର ଖୋଲିଛି। ଏହା ଦ୍ୱାରା ଅନେକ ଦରିଦ୍ର ପିଲା ଉପକୃତ ହେଉଛନ୍ତି। ତା'ର ଏହି ଉଦ୍ୟମକୁ ସରକାର ମଧ୍ୟ ପ୍ରଶଂସା କରିଛନ୍ତି। ସାମାଜିକ କାର୍ଯ୍ୟରେ ତା'ର ଯୋଗଦାନ ଅତୁଳନୀୟ। ଆଜିର ସମାଜରେ ଏଭଳି ଉଦାହରଣ ବହୁତ କମ୍ ଦେଖିବାକୁ ମିଳେ। ଆମେ ସମସ୍ତେ ତା'ଠାରୁ ଶିକ୍ଷା ନେବା ଉଚିତ। ଜୀବନରେ ସଂଘର୍ଷ ଆସିବା ସ୍ୱାଭାବିକ, କିନ୍ତୁ ସଂଘର୍ଷ ମଧ୍ୟରେ ଆଗକୁ ବଢ଼ିବା ହିଁ ପ୍ରକୃତ ସଫଳତା। (38, 252, 353, 475)
sudoku-cell[interactable] (1304, 1832, 1331, 1860)
dropcap: କା (38, 1560, 71, 1596)
reader-header (1150, 10, 1460, 50)
list-item: ଭୁଟିଆର ପ୍ରଥମ ପ୍ରତ୍ୟକ୍ଷ ନିର୍ବାଚିତ ରାଷ୍ଟ୍ରପତି ଭାବେ ବୋରିସ୍ ୟେଲସିନ୍‌ଙ୍କ ଶପଥ ଗ୍ରହଣ। (1150, 1510, 1412, 1537)
sudoku-cell[interactable] (1194, 1637, 1221, 1665)
dropcap: ବି (38, 714, 62, 750)
sudoku-cell[interactable] (1222, 1749, 1249, 1777)
sudoku-cell[interactable]: 8 (1276, 1665, 1303, 1693)
solution-cell: 6 (1426, 1997, 1444, 2013)
contact-box: ପାଠକ ଶ୍ରେଷ୍ଠ ବିଚାରକ ସ୍ତମ୍ଭ ପତ୍ର ପଠାଇବାର ଠିକଣା ସମ୍ପାଦକ, ଧରିତ୍ରୀ, ବି-୧୫, ସତ୍ୟନଗର ଶିଳ୍ପାଞ୍ଚଳ, ଭୁବନେଶ୍ୱର-୭୫୧୦୧୦ କେବଳ ସମ୍ପାଦକଙ୍କୁ ପତ୍ର, ଖବର ଓ ଫଟୋ ପଠାଇବା ପାଇଁ E-mail: dharitripress@gmail.com (Use only for leters to Editor, news & news photos) ବିଜ୍ଞାପନ ପାଇଁ ଯୋଗାଯୋଗ କରିବାର ଠିକଣା E-mail: advt@dharitri.com :miku11@yahoo.com:(Use only for advertisements, commercial queries) (1150, 1118, 1460, 1348)
solution-cell: 2 (1426, 2063, 1444, 2079)
solution-cell: 4 (1374, 2013, 1392, 2029)
solution-cell: 1 (1426, 2013, 1444, 2029)
registration-marker: C M K (5, 1854, 16, 1891)
letter-body: ଧରିତ୍ରୀ(୩୦।୬)ରେ ଡ. ଗ୍ରାମବାଳ ଖଡ଼ଙ୍ଗଙ୍କ ପ୍ରବନ୍ଧ 'ଈଶ୍ୱର ଖୋଜା' ପଢ଼ି କୃତକୃତ୍ୟ ହେଲି। ଭାରତ ଏକ ଆଧ୍ୟାତ୍ମିକ ଦେଶ। ଏଠାରେ ଈଶ୍ୱରଙ୍କୁ ଖୋଜିବା ପାଇଁ ଅନେକ ମାର୍ଗ ରହିଛି। ସ୍ୱାମୀ ବିବେକାନନ୍ଦ ମାନବ ସେବାକୁ ହିଁ ମାଧବ ସେବା ବୋଲି କହିଥିଲେ। ଆମ ଚାରିପଟେ ଥିବା ଲୋକଙ୍କ ମଧ୍ୟରେ ଈଶ୍ୱରଙ୍କୁ ଖୋଜିବା ଉଚିତ। ଗୌତମ ବୁଦ୍ଧ, ମହାବୀର ଆଦି ମହାପୁରୁଷମାନେ ସତ୍ୟର ସନ୍ଧାନରେ ଜୀବନ ଉତ୍ସର୍ଗ କରିଥିଲେ। ପ୍ରତ୍ୟେକ ଜୀବରେ ଈଶ୍ୱର ବାସ କରନ୍ତି। ଏଭଳି ଗଭୀର ଚିନ୍ତାଶୀଳ ଲେଖା ପାଇଁ ଲେଖକଙ୍କୁ ଧନ୍ୟବାଦ। ପାଠକମାନେ ଏଥିରୁ ଅନେକ ଶିକ୍ଷା ପାଇବେ। ଏହି ପ୍ରବନ୍ଧ ଆମ ଯୁବପିଢ଼ିକୁ ସଠିକ ମାର୍ଗ ଦେଖାଇବ ବୋଲି ଆଶା। (1150, 541, 1460, 665)
solution-cell: 4 (1356, 2046, 1374, 2062)
sudoku-cell[interactable] (1386, 1832, 1413, 1860)
main-title: ଚିହ୍ନିବା ଓ ଜାଣିବା (515, 119, 955, 193)
article-body: କହିଛନ୍ତି, ଯାହାର ଝିଅଟିଏ ଜନ୍ମ ହେଲା ଓ ସେ ତାକୁ ଉତ୍ତମ ଶିକ୍ଷା ଦେଲା, ଉତ୍ତମ ଶିଷ୍ଟାଚାର ଶିଖାଇଲା, ସେ ସ୍ୱର୍ଗରେ ସ୍ଥାନ ପାଇବ। ପୁରୁଷ ଓ ନାରୀଙ୍କ ମଧ୍ୟରେ ଶିକ୍ଷା କ୍ଷେତ୍ରରେ କୌଣସି ଭେଦଭାବ ନାହିଁ। ପରବର୍ତ୍ତୀ ସମୟରେ ଇସଲାମ ଜଗତରେ ଅନେକ ମହିଳା ଶିକ୍ଷାବିତ୍, ଚିକିତ୍ସକ ଓ କବି ଭାବେ ଖ୍ୟାତି ଅର୍ଜନ କରିଥିଲେ। ଫାତିମା ଅଲ୍ ଫିହ୍ରି ବିଶ୍ୱର ପ୍ରଥମ ବିଶ୍ୱବିଦ୍ୟାଳୟ ପ୍ରତିଷ୍ଠା କରିଥିଲେ। ଏହା ଇସଲାମରେ ନାରୀଶିକ୍ଷାର ଗୁରୁତ୍ୱକୁ ପ୍ରମାଣିତ କରେ। ଆଜିର ଯୁଗରେ ମଧ୍ୟ ଅନେକ ମୁସଲିମ ମହିଳା ବିଭିନ୍ନ କ୍ଷେତ୍ରରେ ସଫଳତା ହାସଲ କରୁଛନ୍ତି। ବିଜ୍ଞାନ, ଚିକିତ୍ସା, ରାଜନୀତି, କ୍ରୀଡ଼ା ଆଦି କ୍ଷେତ୍ରରେ ସେମାନଙ୍କ ଉପସ୍ଥିତି ଉଲ୍ଲେଖନୀୟ। କିନ୍ତୁ ଏବେ ମଧ୍ୟ ଅନେକ ଝିଅ ସ୍କୁଲ ଯାଇପାରୁନାହାନ୍ତି। ଦାରିଦ୍ର୍ୟ, ବାଲ୍ୟବିବାହ ଓ ସାମାଜିକ ଚାପ ଏହାର ମୁଖ୍ୟ କାରଣ। ଏହି ସମସ୍ୟାର ସମାଧାନ ପାଇଁ ସରକାର ଓ ସାମାଜିକ ସଂଗଠନଗୁଡ଼ିକ ଆଗେଇ ଆସିବା ଦରକାର। ଧର୍ମଗୁରୁମାନେ ମଧ୍ୟ ନାରୀଶିକ୍ଷାକୁ ପ୍ରୋତ୍ସାହିତ କରିବା ଉଚିତ। ମାଲାଲା ଦିବସରେ ଆମେ ସମସ୍ତେ ଏହି ସଂକଳ୍ପ ନେବା ଯେ ପ୍ରତ୍ୟେକ ଝିଅକୁ ଶିକ୍ଷାର ସୁଯୋଗ ମିଳିବ। (790, 1661, 1108, 1855)
solution-cell: 3 (1339, 1964, 1357, 1980)
solution-cell: 5 (1304, 2013, 1322, 2029)
dropcap: ସା (38, 252, 68, 288)
sudoku-cell[interactable] (1386, 1721, 1413, 1749)
chirantani-box (38, 10, 353, 190)
sudoku-cell[interactable] (1194, 1804, 1221, 1832)
letter-signature: ଦିବାକର କୁମାର ସାମନ୍ତ, କେଲେଗୁଆର, କୁର୍ଦା, ସାଲେପୁର (1218, 884, 1460, 897)
sudoku-cell[interactable] (1249, 1721, 1276, 1749)
sudoku-cell[interactable] (1304, 1693, 1331, 1721)
sudoku-answer-note: ଉତ୍ତର କାଲି ଆବଶ୍ୟକଲି ପ୍ରକାଶ ପାଇବ (1213, 1896, 1397, 1909)
solution-cell: 3 (1374, 1980, 1392, 1996)
chirantani-poem: ମୁହଁ ସେ ଜୀବନ, ମୁହଁ ଗୋଟେ ମନ୍ଥ–ଶୋକ ଟେଳି ପଡ଼ିବାକୁ ସେ ଗୁହା ହେ ଉଦାରକ ପାରେ ଆସି ତା'ର ବଢ଼ାଇଲି ଦେଲେ ଜର ଅପ୍ରେଷ ମନ ପାଲିଲି ନିବିଡ଼ତର। (ଜୀବନର ସ୍ଵର୍ଣ୍ଣ) –କାଳିନ୍ଦୀ ଚରଣ ପାଣିଗ୍ରାହୀ (109, 51, 349, 150)
sudoku-cell[interactable] (1194, 1776, 1221, 1804)
color-bar (290, 2200, 1250, 2214)
author-email[interactable]: ଇମେଲ୍: sahadevas@yahoo.com (923, 1516, 1108, 1529)
solution-cell: 7 (1356, 2030, 1374, 2046)
solution-cell: 6 (1286, 1980, 1304, 1996)
solution-cell: 8 (1321, 2013, 1339, 2029)
solution-cell: 1 (1339, 2046, 1357, 2062)
sudoku-cell[interactable]: 2 (1358, 1776, 1385, 1804)
sudoku-cell[interactable] (1304, 1860, 1331, 1888)
sudoku-cell[interactable] (1276, 1832, 1303, 1860)
sudoku-cell[interactable] (1304, 1804, 1331, 1832)
article-body: ଆଇନ (ଏଏଫଏସପିଏ) ଅନେକ ଦଶନ୍ଧି ଧରି ଲାଗୁ ହୋଇଆସିଥିବାରୁ ସେହି ଅଞ୍ଚଳରେ ଅସନ୍ତୋଷ ରହିଛି। ଅନେକ ମାନବାଧିକାର କର୍ମୀ ଏହି ଆଇନକୁ ପ୍ରତ୍ୟାହାର କରିବା ପାଇଁ ଦାବି କରିଆସୁଛନ୍ତି। ଇରୋମ ଶର୍ମିଳା ଏହି ଦାବିରେ ଦୀର୍ଘ ୧୬ ବର୍ଷ ଧରି ଅନଶନ କରିଥିଲେ। ପୂର୍ବୋତ୍ତରର ଲୋକମାନେ ନିଜକୁ ଅବହେଳିତ ମନେ କରନ୍ତି। ଏହି ଅଞ୍ଚଳର ବିକାଶ ପାଇଁ ସରକାର ଅଧିକ ଧ୍ୟାନ ଦେବା ଆବଶ୍ୟକ। ଯୋଗାଯୋଗ ବ୍ୟବସ୍ଥା, ଶିକ୍ଷା, ସ୍ୱାସ୍ଥ୍ୟ ଓ ନିଯୁକ୍ତି କ୍ଷେତ୍ରରେ ଏହି ଅଞ୍ଚଳ ଏବେ ମଧ୍ୟ ପଛରେ ରହିଛି। ଏକ ଦେଶ ଭାବେ ଆମେ ସମସ୍ତେ ଏକାଠି ଆଗକୁ ବଢ଼ିବା ଦରକାର। ପ୍ରତ୍ୟେକ ଭାରତୀୟଙ୍କୁ ସମାନ ସମ୍ମାନ ଦେବା ଆମର କର୍ତ୍ତବ୍ୟ। ଚିହ୍ନିବା ଓ ଜାଣିବା ହିଁ ପରସ୍ପର ପ୍ରତି ବିଶ୍ୱାସର ମୂଳଦୁଆ। ଏହା ବିନା ଜାତୀୟ ସଂହତି ସମ୍ଭବ ନୁହେଁ। ତେଣୁ ସରକାର ଓ ସମାଜ ଉଭୟଙ୍କୁ ଏହି ଦିଗରେ ମିଳିତ ଭାବେ କାର୍ଯ୍ୟ କରିବାକୁ ପଡ଼ିବ। (852, 197, 1100, 391)
sudoku-cell[interactable] (1222, 1832, 1249, 1860)
solution-cell: 3 (1304, 1997, 1322, 2013)
anniversary-date: ୧୨ ଜୁଲାଇ ୧୯୯୧ (1387, 1396, 1441, 1432)
sudoku-instructions: ଉପରେ ପ୍ରଦତ୍ତ ସୁଡୋକୁ ୯ଟି ପଟରେ ବିଭକ୍ତ ଅଛି। ପ୍ରତ୍ୟେକ ଧାଡ଼ି, ସ୍ତମ୍ଭ ଓ ୩x୩ ଘର ରେ ୧ରୁ ୯ ପର୍ଯ୍ୟନ୍ତ ଅଙ୍କ ଥରେ ଲେଖନ୍ତୁ। (1155, 1926, 1241, 2067)
solution-cell: 4 (1391, 2046, 1409, 2062)
quote-author: –ରବୀନ୍ଦ୍ରନାଥ (905, 95, 963, 108)
sudoku-cell[interactable] (1304, 1749, 1331, 1777)
bbc-line: BBC ର Website ରେ (250, 1740, 350, 1753)
letter-signature: ରାଜକୁମାର ସାମଲ, ଅରେଇ, ବିଞ୍ଝାରପୁର, ଯାଜପୁର (1244, 1080, 1460, 1093)
quote-text: ଦୁଃଖ ଖୋଜ ଆମକୁ ସମର୍ଥ କରି ଦେଇ । ତାଂପରେ ଆମେ ସେହି ପରମାନନ୍ଦକୁ ସମଗ୍ର ଆବେଗ ପ୍ରବେଶ ଧାରଣ କରି ପାରିବା । ଆଉ ମଧ୍ୟ ସେହି ପରମାନନ୍ଦମାନଙ୍କୁ ସ୍ୱୀକାର କରିବା ପାଇଁ ସମର୍ଥ ହେବା । ବେଦନା ହେଉ ସେହି ଦହିବାପି ତାପ ପ୍ରବର୍ତ୍ତିତ ପ୍ରାର ଖୋଲିବି ଏବଂ ବେଦନା ମଧ୍ୟ ସେହି ରାଜପଥ– ଯାହା ଉପରେ ସେହି ଆନନ୍ଦ ଧାମକୁ ଆମେ ଯାଇପାରୁ । (379, 16, 944, 58)
letter-body: ମହାଶୟ, ଧରିତ୍ରୀ (୩୦।୬)ରେ ପ୍ରକାଶିତ ଡ. ବାଙ୍କାନିଧି ମିଶ୍ରଙ୍କ 'ପ୍ରକୃତିର ଆଣ୍ଟିବାୟୋଟିକ୍' ଶୀର୍ଷକ ଲେଖାଟି ପଢ଼ି ଭଲ ଲାଗିଲା। ଲେଖକ ମହାଶୟ ଏଥିରେ ପ୍ରକୃତିର ଅନେକ ଉପାଦାନ ବିଷୟରେ ଉଲ୍ଲେଖ କରିଛନ୍ତି। ରୋଗ ପ୍ରତିରୋଧ କ୍ଷମତା ବଢ଼ାଇବା ପାଇଁ ଏହି ଉପାଦାନଗୁଡ଼ିକ ବହୁତ ଉପଯୋଗୀ। ଆଜିର ସମୟରେ ଆମେ ପ୍ରକୃତିକୁ ଭୁଲି ଯାଉଛୁ ଓ କୃତ୍ରିମ ଔଷଧ ଉପରେ ନିର୍ଭର କରୁଛୁ। ଏହା ଆମ ସ୍ୱାସ୍ଥ୍ୟ ପାଇଁ କ୍ଷତିକାରକ। ପ୍ରକୃତିର ଅମୂଲ୍ୟ ଉପହାରଗୁଡ଼ିକୁ ସଂରକ୍ଷଣ କରିବା ଆମ ସମସ୍ତଙ୍କ ଦାୟିତ୍ୱ। ଏଭଳି ସଚେତନତାମୂଳକ ଲେଖା ପ୍ରକାଶ ପାଇଁ ଧରିତ୍ରୀକୁ ଧନ୍ୟବାଦ। (1150, 93, 1460, 203)
sudoku-cell[interactable] (1304, 1665, 1331, 1693)
solution-cell: 7 (1391, 1947, 1409, 1963)
malala-caption: ମାଲାଲା ଦିବସ ଉପଲକ୍ଷେ (633, 1853, 773, 1871)
solution-cell: 9 (1374, 1997, 1392, 2013)
sudoku-cell[interactable]: 3 (1194, 1860, 1221, 1888)
malala-caption-box (630, 1846, 776, 1878)
author-photo (640, 1060, 732, 1170)
islam-title: ଇସଲାମରେ ନାରୀଶିକ୍ଷା (539, 1578, 937, 1634)
sudoku-cell[interactable] (1276, 1776, 1303, 1804)
